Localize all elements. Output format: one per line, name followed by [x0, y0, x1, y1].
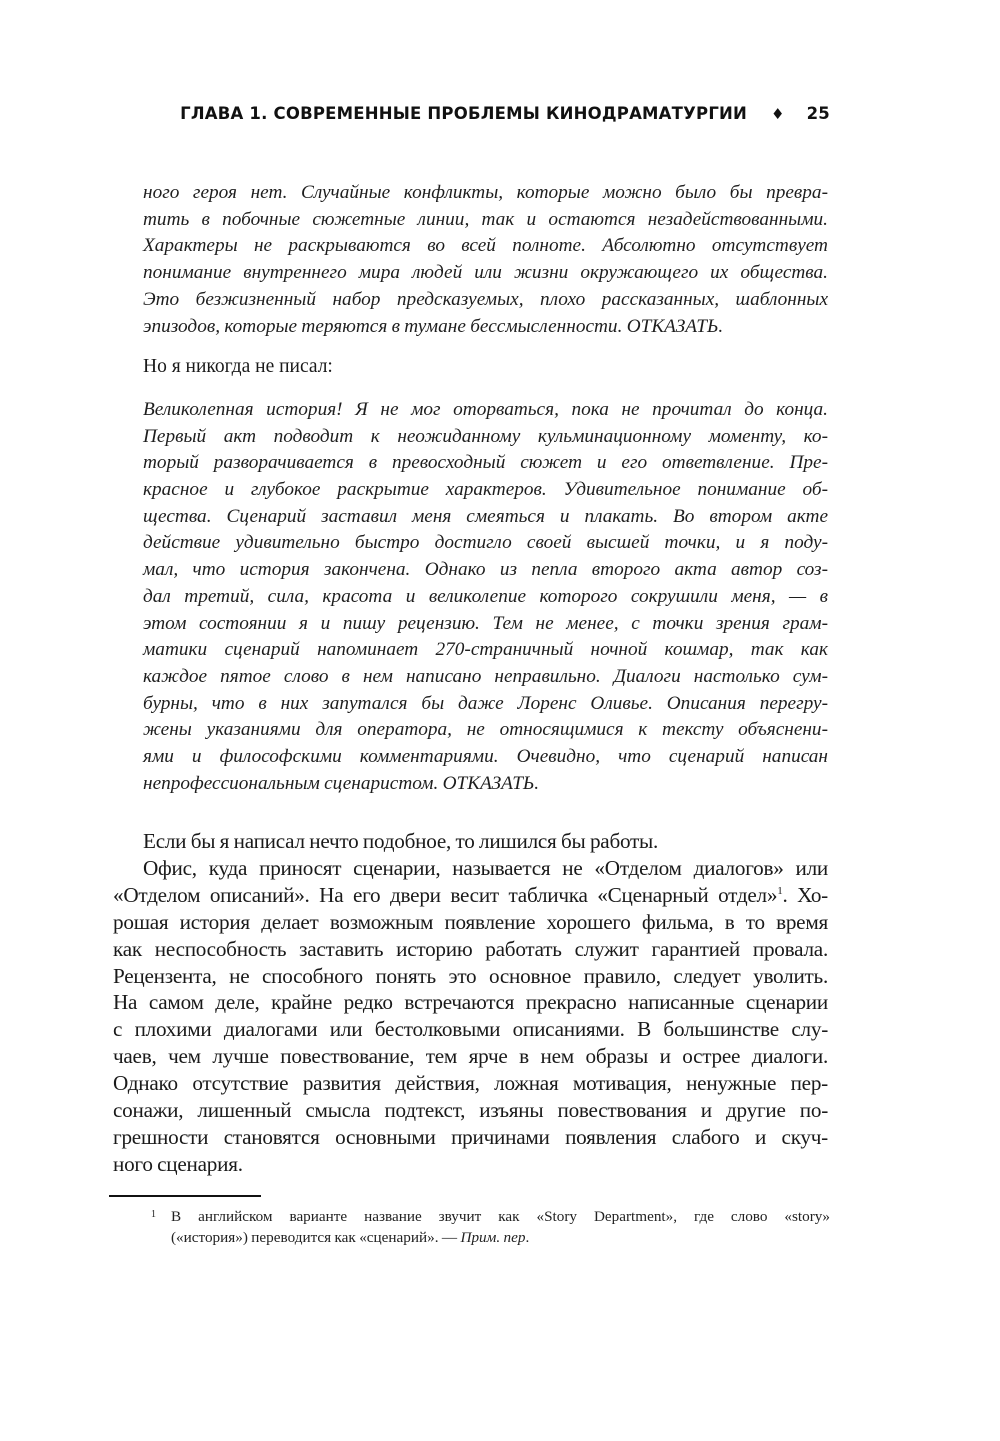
body-line: рошая история делает возможным появление хорошего фильма, в то время [113, 909, 828, 934]
body-line: грешности становятся основными причинами появления слабого и скуч- [113, 1124, 828, 1149]
quote-line: Первый акт подводит к неожиданному кульминационному моменту, ко- [143, 425, 828, 447]
main-body-text [113, 828, 828, 1178]
body-line: «Отделом описаний». На его двери весит табличка «Сценарный отдел»$^1$. Хо- [113, 882, 828, 907]
footnote-divider [109, 1195, 261, 1197]
quote-line: жены указаниями для оператора, не относящимися к тексту объяснени- [143, 719, 828, 741]
quote-line: матики сценарий напоминает 270-страничный ночной кошмар, так как [143, 639, 828, 661]
quote-line: каждое пятое слово в нем написано неправильно. Диалоги настолько сум- [143, 665, 828, 687]
chapter-label: ГЛАВА 1. [180, 104, 268, 123]
body-line: ного сценария. [113, 1151, 243, 1176]
body-line: чаев, чем лучше повествование, тем ярче в нем образы и острее диалоги. [113, 1044, 828, 1069]
rejection-review-quote [143, 180, 828, 340]
body-line: Однако отсутствие развития действия, ложная мотивация, ненужные пер- [113, 1071, 828, 1096]
hypothetical-review-quote [143, 397, 828, 798]
quote-line: эпизодов, которые теряются в тумане бессмысленности. ОТКАЗАТЬ. [143, 315, 724, 337]
quote-line: тить в побочные сюжетные линии, так и остаются незадействованными. [143, 208, 828, 230]
quoted-reviews [143, 180, 828, 797]
translator-note: Прим. пер [460, 1229, 526, 1246]
body-line: Рецензента, не способного понять это основное правило, следует уволить. [113, 963, 828, 988]
quote-line: дал третий, сила, красота и великолепие которого сокрушили меня, — в [143, 585, 828, 607]
quote-line: Великолепная история! Я не мог оторваться, пока не прочитал до конца. [143, 398, 828, 420]
quote-line: бурны, что в них запутался бы даже Лоренс Оливье. Описания перегру- [143, 692, 828, 714]
quote-line: действие удивительно быстро достигло своей высшей точки, и я поду- [143, 532, 828, 554]
footnote-mark: 1 [151, 1209, 156, 1220]
body-line: Офис, куда приносят сценарии, называется не «Отделом диалогов» или [143, 855, 828, 880]
quote-line: ями и философскими комментариями. Очевидно, что сценарий написан [143, 746, 828, 768]
paragraph-1: Если бы я написал нечто подобное, то лишился бы работы. [143, 829, 659, 853]
page-number: 25 [806, 104, 830, 123]
diamond-separator-icon: ♦ [771, 105, 785, 123]
running-header [140, 104, 830, 123]
body-line: с плохими диалогами или бестолковыми описаниями. В большинстве слу- [113, 1017, 828, 1042]
chapter-title: СОВРЕМЕННЫЕ ПРОБЛЕМЫ КИНОДРАМАТУРГИИ [273, 104, 748, 123]
transition-sentence: Но я никогда не писал: [143, 356, 333, 378]
quote-line: этом состоянии я и пишу рецензию. Тем не менее, с точки зрения грам- [143, 612, 828, 634]
footnote-line: В английском варианте название звучит как «Story Department», где слово «story» [171, 1208, 830, 1225]
quote-line: ного героя нет. Случайные конфликты, которые можно было бы превра- [143, 182, 828, 203]
footnote-reference[interactable]: 1 [777, 884, 783, 897]
quote-line: понимание внутреннего мира людей или жизни окружающего их общества. [143, 262, 828, 284]
body-line: сонажи, лишенный смысла подтекст, изъяны повествования и другие по- [113, 1098, 828, 1123]
footnote [151, 1206, 830, 1248]
body-line: На самом деле, крайне редко встречаются прекрасно написанные сценарии [113, 990, 828, 1015]
quote-line: щества. Сценарий заставил меня смеяться и плакать. Во втором акте [143, 505, 828, 527]
footnote-line: («история») переводится как «сценарий». — Прим. пер. [171, 1229, 530, 1246]
quote-line: мал, что история закончена. Однако из пепла второго акта автор соз- [143, 559, 828, 581]
quote-line: Это безжизненный набор предсказуемых, плохо рассказанных, шаблонных [143, 288, 828, 310]
quote-line: красное и глубокое раскрытие характеров. Удивительное понимание об- [143, 479, 828, 501]
quote-line: Характеры не раскрываются во всей полноте. Абсолютно отсутствует [143, 235, 828, 257]
quote-line: непрофессиональным сценаристом. ОТКАЗАТЬ. [143, 772, 540, 794]
quote-line: торый разворачивается в превосходный сюжет и его ответвление. Пре- [143, 452, 828, 474]
body-line: как неспособность заставить историю работать служит гарантией провала. [113, 936, 828, 961]
